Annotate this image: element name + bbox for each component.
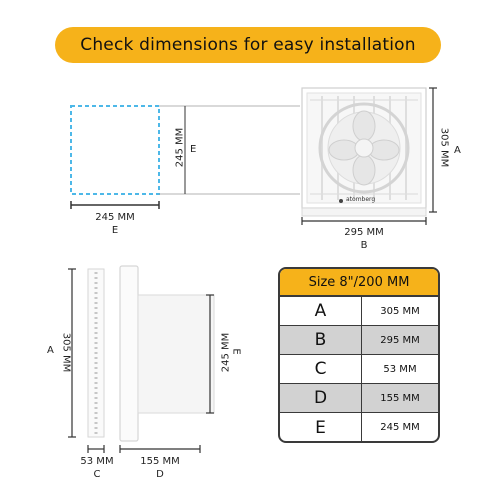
table-row	[280, 413, 438, 442]
row-letter: D	[280, 384, 362, 412]
cutout-height-letter: E	[190, 144, 197, 155]
table-row	[280, 355, 438, 384]
size-table	[278, 267, 440, 443]
cutout-height-label: 245 MM	[174, 127, 186, 168]
row-letter: E	[280, 413, 362, 442]
front-depth-label: 53 MM	[80, 456, 114, 467]
brand-logo: atomberg	[346, 196, 376, 203]
fan-side-view	[88, 266, 214, 441]
table-row	[280, 297, 438, 326]
front-depth-letter: C	[93, 469, 101, 480]
fan-height-label: 305 MM	[438, 127, 450, 168]
cutout-width-letter: E	[111, 225, 119, 236]
duct-depth-label: 155 MM	[140, 456, 180, 467]
duct-depth-letter: D	[156, 469, 164, 480]
duct-height-letter: E	[230, 348, 242, 355]
fan-width-label: 295 MM	[344, 227, 384, 238]
duct-height-label: 245 MM	[220, 332, 232, 373]
fan-width-letter: B	[360, 240, 368, 251]
side-height-label: 305 MM	[60, 332, 72, 373]
row-value: 245 MM	[380, 422, 420, 433]
row-value: 155 MM	[380, 392, 420, 404]
side-height-letter: A	[47, 345, 54, 356]
cutout-outline	[71, 106, 159, 194]
table-row	[280, 326, 438, 355]
row-letter: C	[280, 355, 362, 383]
cutout-width-label: 245 MM	[95, 212, 135, 223]
row-value: 295 MM	[380, 334, 420, 346]
fan-height-letter: A	[454, 145, 461, 156]
row-letter: B	[280, 326, 362, 354]
row-letter: A	[280, 297, 362, 325]
row-value: 305 MM	[380, 305, 420, 317]
row-value: 53 MM	[383, 363, 417, 375]
banner-text: Check dimensions for easy installation	[80, 35, 416, 55]
size-table-header: Size 8"/200 MM	[280, 269, 438, 297]
table-row	[280, 384, 438, 413]
